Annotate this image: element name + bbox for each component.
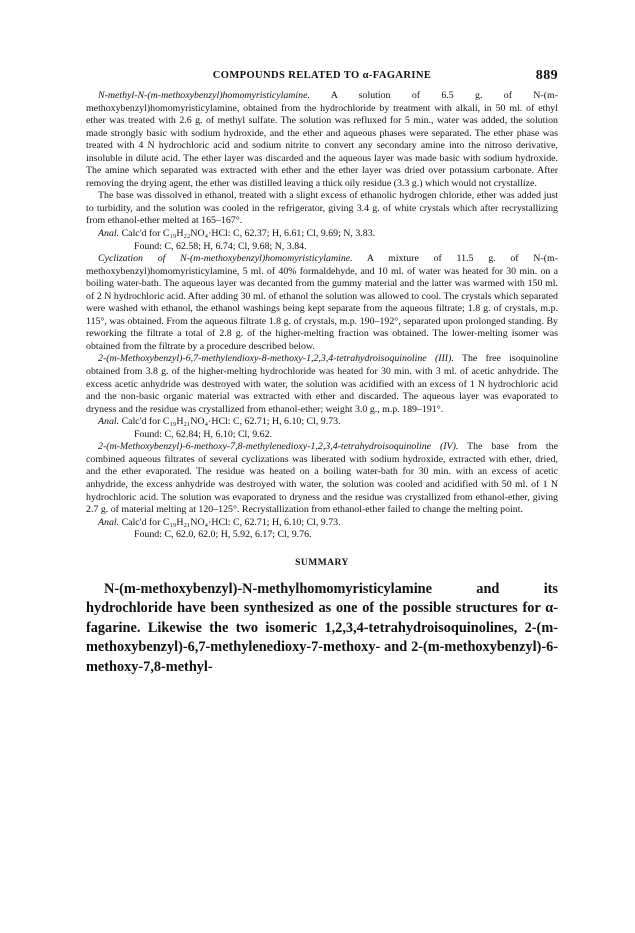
page-number: 889 bbox=[535, 68, 558, 83]
section-paragraph bbox=[86, 353, 558, 416]
analysis-label: Anal. bbox=[98, 228, 120, 240]
section-paragraph bbox=[86, 90, 558, 190]
section-title: 2-(m-Methoxybenzyl)-6-methoxy-7,8-methylenedioxy-1,2,3,4-tetrahydroisoquinoline (IV). bbox=[98, 441, 459, 453]
paragraph-text: The free isoquinoline obtained from 3.8 g. of the higher-melting hydrochloride was heated for 30 min. with 3 ml. of acetic anhydride. The excess acetic anhydride was destroyed with water, the solution was acidified with an excess of 1 N hydrochloric acid and the non-basic organic material was extracted with ether and discarded. The aqueous layer was evaporated to dryness and the residue was crystallized from ethanol-ether; weight 3.0 g., m.p. 189–191°. bbox=[86, 353, 558, 415]
summary-section bbox=[86, 580, 558, 678]
analysis-found: Found: C, 62.84; H, 6.10; Cl, 9.62. bbox=[134, 428, 272, 440]
analysis-label: Anal. bbox=[98, 516, 120, 528]
article-body bbox=[86, 90, 558, 542]
running-title: COMPOUNDS RELATED TO α-FAGARINE bbox=[212, 70, 432, 81]
paragraph-text: The base from the combined aqueous filtrates of several cyclizations was liberated with sodium hydroxide, extracted with ether, dried, and the ether evaporated. The residue was heated on a boiling water-bath for 30 min. with an excess of acetic anhydride, the excess anhydride was destroyed with water, the solution was cooled and acidified with 50 ml. of 1 N hydrochloric acid. The solution was evaporated to dryness and the residue was crystallized from ethanol-ether, giving 2.7 g. of material melting at 120–125°. Recrystallization from ethanol-ether failed to change the melting point. bbox=[86, 441, 558, 516]
paragraph-text: A solution of 6.5 g. of N-(m-methoxybenzyl)homomyristicylamine, obtained from the hydrochloride by treatment with alkali, in 50 ml. of ethyl ether was treated with 2.6 g. of methyl sulfate. The solution was refluxed for 5 min., water was added, the solution made strongly basic with sodium hydroxide, and the ether and aqueous phases were separated. The ether phase was treated with 4 N hydrochloric acid and sodium nitrite to convert any secondary amine into the nitroso derivative, insoluble in dilute acid. The ether layer was discarded and the aqueous layer was made basic with sodium hydroxide. The amine which separated was extracted with ether and the ether layer was dried over potassium carbonate. After removing the drying agent, the ether was distilled leaving a thick oily residue (3.3 g.) which would not crystallize. bbox=[86, 90, 558, 189]
section-title: 2-(m-Methoxybenzyl)-6,7-methylendioxy-8-methoxy-1,2,3,4-tetrahydroisoquinoline (III). bbox=[98, 353, 454, 365]
summary-text: N-(m-methoxybenzyl)-N-methylhomomyristicylamine and its hydrochloride have been synthesized as one of the possible structures for α-fagarine. Likewise the two isomeric 1,2,3,4-tetrahydroisoquinolines, 2-(m-methoxybenzyl)-6,7-methylenedioxy-7-methoxy- and 2-(m-methoxybenzyl)-6-methoxy-7,8-methyl- bbox=[86, 580, 558, 675]
analysis-calculated bbox=[86, 228, 558, 241]
section-paragraph bbox=[86, 253, 558, 353]
analysis-label: Anal. bbox=[98, 416, 120, 428]
analysis-calc-text: Calc'd for C₁₉H₂₂NO₄·HCl: C, 62.37; H, 6.61; Cl, 9.69; N, 3.83. bbox=[121, 228, 376, 240]
journal-page bbox=[86, 70, 558, 677]
section-title: N-methyl-N-(m-methoxybenzyl)homomyristicylamine. bbox=[98, 90, 310, 101]
running-header bbox=[86, 70, 558, 90]
section-paragraph bbox=[86, 441, 558, 516]
analysis-calc-text: Calc'd for C₁₉H₂₁NO₄·HCl: C, 62.71; H, 6.10; Cl, 9.73. bbox=[121, 516, 341, 528]
analysis-calculated bbox=[86, 416, 558, 429]
analysis-found: Found: C, 62.0, 62.0; H, 5.92, 6.17; Cl, 9.76. bbox=[134, 529, 312, 541]
paragraph-text: A mixture of 11.5 g. of N-(m-methoxybenzyl)homomyristicylamine, 5 ml. of 40% formaldehyde, and 10 ml. of water was heated for 30 min. on a boiling water-bath. The aqueous layer was decanted from the gummy material and the latter was warmed with 150 ml. of 2 N hydrochloric acid. After adding 30 ml. of ethanol the solution was allowed to cool. The crystals which separated were washed with ethanol, the ethanol washings being kept separate from the aqueous filtrate; 1.8 g. of crystals, m.p. 115°, was obtained. From the aqueous filtrate 1.8 g. of crystals, m.p. 190–192°, separated upon prolonged standing. By reworking the filtrate a total of 2.8 g. of the higher-melting fraction was obtained. The lower-melting isomer was obtained from the filtrate by a procedure described below. bbox=[86, 253, 558, 352]
paragraph: The base was dissolved in ethanol, treated with a slight excess of ethanolic hydrogen chloride, ether was added just to turbidity, and the solution was cooled in the refrigerator, giving 3.4 g. of white crystals which after recrystallizing from ethanol-ether melted at 165–167°. bbox=[86, 190, 558, 227]
section-title: Cyclization of N-(m-methoxybenzyl)homomyristicylamine. bbox=[98, 253, 353, 265]
analysis-calculated bbox=[86, 517, 558, 530]
analysis-calc-text: Calc'd for C₁₉H₂₁NO₄·HCl: C, 62.71; H, 6.10; Cl, 9.73. bbox=[121, 416, 341, 428]
analysis-found: Found: C, 62.58; H, 6.74; Cl, 9.68; N, 3.84. bbox=[134, 240, 307, 252]
summary-heading: SUMMARY bbox=[295, 557, 349, 568]
